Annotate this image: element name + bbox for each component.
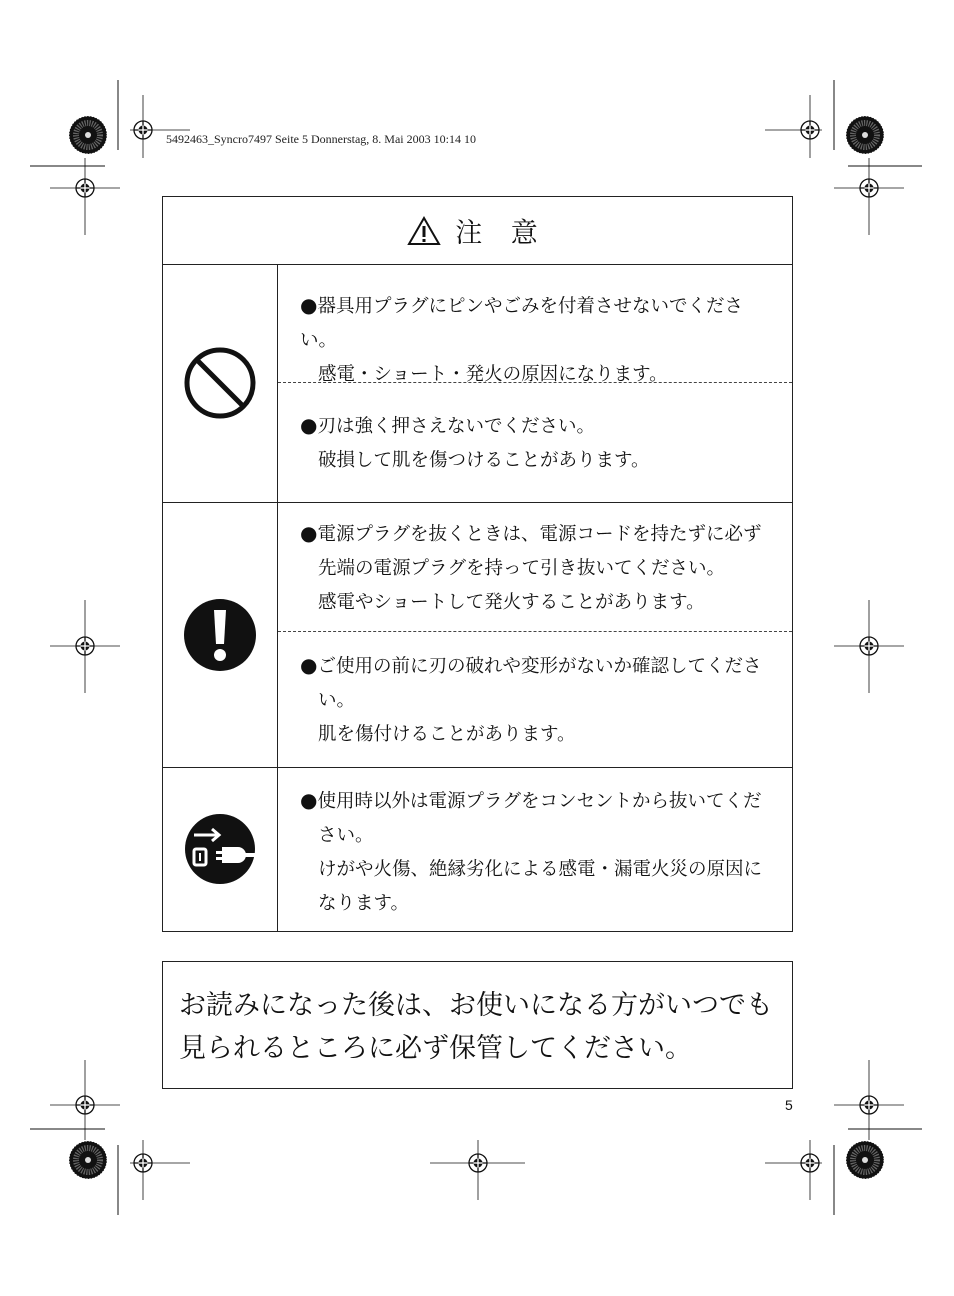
text-cell	[278, 767, 792, 931]
item-note: けがや火傷、絶縁劣化による感電・漏電火災の原因に	[318, 859, 763, 880]
caution-item: ●使用時以外は電源プラグをコンセントから抜いてくだ さい。 けがや火傷、絶縁劣化による感電・漏電火災の原因に なります。	[300, 783, 778, 921]
caution-box	[162, 196, 793, 932]
item-note-cont: なります。	[318, 893, 410, 914]
item-heading: 刃は強く押さえないでください。	[317, 416, 595, 437]
caution-header	[163, 197, 792, 265]
icon-cell	[163, 502, 278, 767]
text-cell	[278, 264, 792, 502]
item-heading-cont: 先端の電源プラグを持って引き抜いてください。	[318, 558, 726, 579]
caution-section-unplug	[163, 767, 792, 931]
divider	[278, 631, 792, 632]
item-note: 破損して肌を傷つけることがあります。	[318, 450, 650, 471]
print-header: 5492463_Syncro7497 Seite 5 Donnerstag, 8. Mai 2003 10:14 10	[166, 132, 476, 146]
notice-line-2: 見られるところに必ず保管してください。	[179, 1033, 692, 1064]
item-note: 肌を傷付けることがあります。	[318, 724, 576, 745]
item-note: 感電・ショート・発火の原因になります。	[318, 364, 668, 385]
warning-triangle-icon	[407, 216, 441, 246]
caution-item: ●ご使用の前に刃の破れや変形がないか確認してくださ い。 肌を傷付けることがあります。	[300, 648, 778, 752]
caution-item: ●電源プラグを抜くときは、電源コードを持たずに必ず 先端の電源プラグを持って引き抜いてください。 感電やショートして発火することがあります。	[300, 516, 778, 620]
item-heading: 電源プラグを抜くときは、電源コードを持たずに必ず	[317, 524, 762, 545]
prohibition-icon	[183, 346, 257, 420]
notice-line-1: お読みになった後は、お使いになる方がいつでも	[179, 990, 773, 1021]
icon-cell	[163, 264, 278, 502]
keep-manual-notice	[162, 961, 793, 1089]
mandatory-exclamation-icon	[183, 598, 257, 672]
caution-title: 注 意	[455, 218, 548, 249]
caution-item: ●刃は強く押さえないでください。 破損して肌を傷つけることがあります。	[300, 408, 778, 478]
unplug-icon	[184, 813, 256, 885]
caution-item: ●器具用プラグにピンやごみを付着させないでください。 感電・ショート・発火の原因になります。	[300, 288, 778, 392]
icon-cell	[163, 767, 278, 931]
caution-section-prohibition	[163, 264, 792, 503]
text-cell	[278, 502, 792, 767]
item-note: 感電やショートして発火することがあります。	[318, 592, 705, 613]
page-number: 5	[785, 1097, 793, 1113]
item-heading-cont: い。	[318, 690, 356, 711]
divider	[278, 382, 792, 383]
item-heading-cont: さい。	[318, 825, 374, 846]
item-heading: 使用時以外は電源プラグをコンセントから抜いてくだ	[317, 791, 762, 812]
item-heading: 器具用プラグにピンやごみを付着させないでください。	[300, 296, 743, 351]
item-heading: ご使用の前に刃の破れや変形がないか確認してくださ	[317, 656, 762, 677]
caution-section-mandatory	[163, 502, 792, 768]
